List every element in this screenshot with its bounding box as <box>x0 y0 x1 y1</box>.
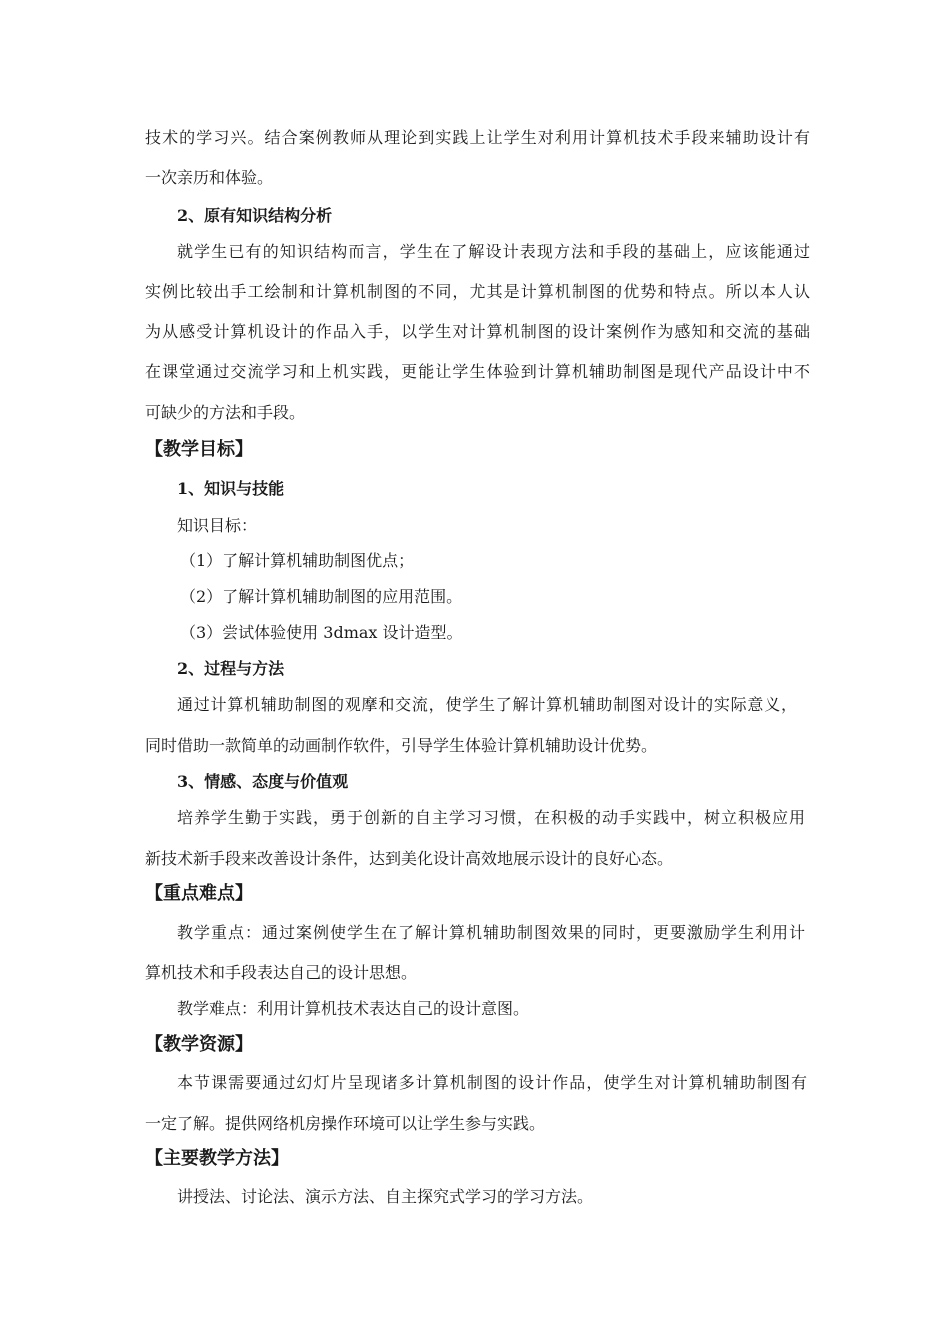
section-heading-resources: 【教学资源】 <box>145 1034 253 1055</box>
attitude-line-1: 培养学生勤于实践，勇于创新的自主学习习惯，在积极的动手实践中，树立积极应用 <box>177 808 805 827</box>
knowledge-analysis-line-4: 在课堂通过交流学习和上机实践，更能让学生体验到计算机辅助制图是现代产品设计中不 <box>145 362 810 381</box>
knowledge-analysis-line-1: 就学生已有的知识结构而言，学生在了解设计表现方法和手段的基础上，应该能通过 <box>177 242 810 261</box>
section-heading-methods: 【主要教学方法】 <box>145 1148 289 1169</box>
section-heading-objectives: 【教学目标】 <box>145 439 253 460</box>
focus-line-1: 教学重点：通过案例使学生在了解计算机辅助制图效果的同时，更要激励学生利用计 <box>177 923 805 942</box>
methods-line: 讲授法、讨论法、演示方法、自主探究式学习的学习方法。 <box>177 1187 594 1206</box>
knowledge-analysis-line-2: 实例比较出手工绘制和计算机制图的不同，尤其是计算机制图的优势和特点。所以本人认 <box>145 282 810 301</box>
intro-line-2: 一次亲历和体验。 <box>145 168 274 187</box>
section-heading-key-points: 【重点难点】 <box>145 883 253 904</box>
attitude-line-2: 新技术新手段来改善设计条件，达到美化设计高效地展示设计的良好心态。 <box>145 849 674 868</box>
resources-line-1: 本节课需要通过幻灯片呈现诸多计算机制图的设计作品，使学生对计算机辅助制图有 <box>177 1073 807 1092</box>
resources-line-2: 一定了解。提供网络机房操作环境可以让学生参与实践。 <box>145 1114 546 1133</box>
knowledge-goal-item-3: （3）尝试体验使用 3dmax 设计造型。 <box>180 623 463 642</box>
knowledge-skills-heading: 1、知识与技能 <box>177 479 285 498</box>
knowledge-goal-item-1: （1）了解计算机辅助制图优点； <box>180 551 415 570</box>
knowledge-goal-label: 知识目标： <box>177 516 258 535</box>
process-method-line-1: 通过计算机辅助制图的观摩和交流，使学生了解计算机辅助制图对设计的实际意义， <box>177 695 797 714</box>
knowledge-analysis-line-3: 为从感受计算机设计的作品入手，以学生对计算机制图的设计案例作为感知和交流的基础 <box>145 322 810 341</box>
process-method-line-2: 同时借助一款简单的动画制作软件，引导学生体验计算机辅助设计优势。 <box>145 736 658 755</box>
knowledge-analysis-line-5: 可缺少的方法和手段。 <box>145 403 306 422</box>
attitude-heading: 3、情感、态度与价值观 <box>177 772 349 791</box>
difficulty-line: 教学难点：利用计算机技术表达自己的设计意图。 <box>177 999 530 1018</box>
process-method-heading: 2、过程与方法 <box>177 659 285 678</box>
knowledge-goal-item-2: （2）了解计算机辅助制图的应用范围。 <box>180 587 463 606</box>
focus-line-2: 算机技术和手段表达自己的设计思想。 <box>145 963 418 982</box>
knowledge-analysis-heading: 2、原有知识结构分析 <box>177 206 333 225</box>
intro-line-1: 技术的学习兴。结合案例教师从理论到实践上让学生对利用计算机技术手段来辅助设计有 <box>145 128 810 147</box>
